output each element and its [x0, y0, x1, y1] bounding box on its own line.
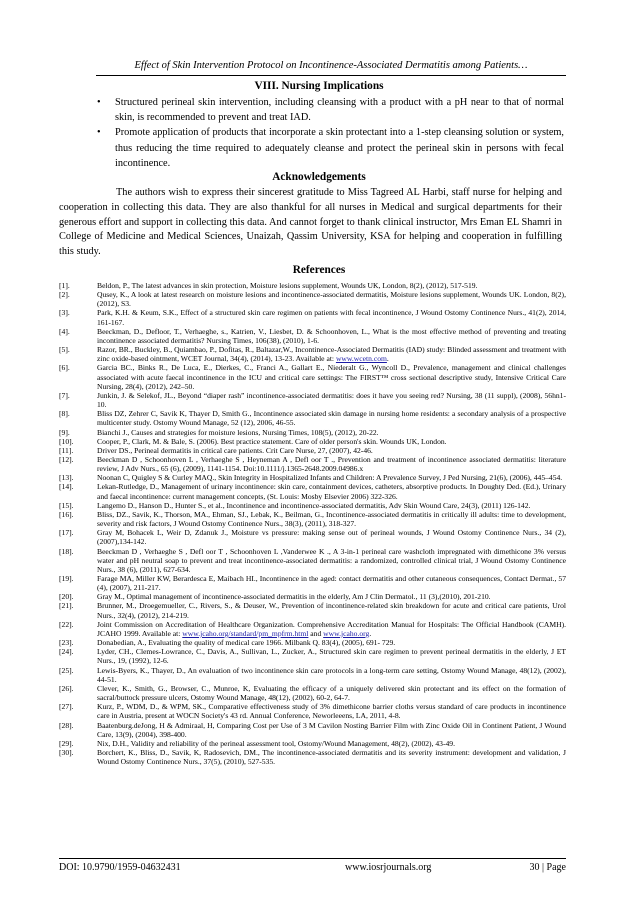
- reference-body: Beeckman D , Verhaeghe S , Defl oor T , Schoonhoven L ,Vanderwee K ., A 3-in-1 perineal care washcloth impregnated with dimethicone 3% versus water and pH neutral soap to prevent and treat incontinence-associated dermatitis: a randomized, controlled clinical trial, J Wound Ostomy Continence Nurs., 38 (6), (2011), 627-634.: [97, 546, 566, 574]
- reference-number: [15].: [59, 500, 74, 510]
- reference-text: [97, 547, 566, 574]
- reference-text: [97, 345, 566, 363]
- reference-number: [19].: [59, 574, 74, 583]
- reference-body: Beeckman, D., Defloor, T., Verhaeghe, s., Katrien, V., Liesbet, D. & Schoonhoven, L., What is the most effective method of preventing and treating incontinence associated dermatitis? Nursing Times, 106(38), (2010), 1-6.: [97, 326, 566, 345]
- reference-text: [97, 391, 566, 409]
- footer-page-number: 30 | Page: [529, 862, 566, 873]
- reference-body: Langemo D., Hanson D., Hunter S., et al., Incontinence and incontinence-associated dermatitis, Adv Skin Wound Care, 24(3), (2011) 126-142.: [97, 500, 531, 510]
- reference-body: Bianchi J., Causes and strategies for moisture lesions, Nursing Times, 108(5), (2012), 20-22.: [97, 427, 379, 437]
- reference-item: [59, 501, 566, 510]
- reference-item: [59, 601, 566, 619]
- reference-number: [25].: [59, 665, 74, 675]
- reference-number: [5].: [59, 345, 70, 355]
- reference-body: Donabedian, A., Evaluating the quality of medical care 1966. Milbank Q. 83(4), (2005), 691- 729.: [97, 638, 396, 648]
- acknowledgements-title: Acknowledgements: [272, 171, 366, 183]
- reference-item: [59, 510, 566, 528]
- reference-text: [97, 428, 566, 437]
- reference-item: [59, 647, 566, 665]
- reference-number: [11].: [59, 445, 74, 455]
- reference-text: [97, 748, 566, 766]
- reference-text: [97, 455, 566, 473]
- reference-body: Joint Commission on Accreditation of Healthcare Organization. Comprehensive Accreditation Manual for Hospitals: The Official Handbook (CAMH). JCAHO 1999. Available at:: [97, 619, 566, 638]
- reference-body: Bliss DZ, Zehrer C, Savik K, Thayer D, Smith G., Incontinence associated skin damage in nursing home residents: a secondary analysis of a prospective multicenter study. Ostomy Wound Manage, 52 (12), 2006, 46-55.: [97, 409, 566, 428]
- reference-item: [59, 409, 566, 427]
- reference-number: [4].: [59, 326, 70, 336]
- reference-item: [59, 528, 566, 546]
- reference-item: [59, 592, 566, 601]
- reference-body: Driver DS., Perineal dermatitis in critical care patients. Crit Care Nurse, 27, (2007), 42-46.: [97, 445, 373, 455]
- bullet-text: Promote application of products that incorporate a skin protectant into a 1-step cleansing solution or system, thus reducing the time required to adequately cleanse and protect the perineal skin in persons with fecal incontinence.: [115, 127, 564, 169]
- reference-link[interactable]: www.jcaho.org: [323, 628, 370, 638]
- reference-number: [20].: [59, 592, 74, 602]
- reference-item: [59, 281, 566, 290]
- reference-number: [30].: [59, 747, 74, 757]
- reference-item: [59, 666, 566, 684]
- reference-text: [97, 290, 566, 308]
- reference-text: [97, 739, 566, 748]
- reference-body: Farage MA, Miller KW, Berardesca E, Maibach HI., Incontinence in the aged: contact dermatitis and other cutaneous consequences, Contact Dermat., 57 (4), (2007), 211-217.: [97, 574, 566, 593]
- reference-body: Cooper, P., Clark, M. & Bale, S. (2006). Best practice statement. Care of older person's skin. Wounds UK, London.: [97, 436, 447, 446]
- reference-number: [21].: [59, 601, 74, 611]
- reference-item: [59, 290, 566, 308]
- bullet-list: [96, 95, 564, 171]
- reference-body: Beldon, P., The latest advances in skin protection, Moisture lesions supplement, Wounds UK, London, 8(2), (2012), 517-519.: [97, 281, 478, 290]
- reference-body: Beeckman D , Schoonhoven L , Verhaeghe S , Heyneman A , Defl oor T ., Prevention and treatment of incontinence associated dermatitis: literature review, J Adv Nurs., 65 (6), (2009), 1141-1154. Doi:10.1111/j.1365-2648.2009.04986.x: [97, 454, 566, 474]
- reference-body: Qusey, K., A look at latest research on moisture lesions and incontinence-associated dermatitis, Moisture lesions supplement, Wounds UK. London, 8(2), (2012), S3.: [97, 290, 566, 309]
- reference-body: Gray M, Bohacek L, Weir D, Zdanuk J., Moisture vs pressure: making sense out of perineal wounds, J Wound Ostomy Continence Nurs., 34 (2), (2007),134-142.: [97, 528, 566, 547]
- reference-body: Park, K.H. & Keum, S.K., Effect of a structured skin care regimen on patients with fecal incontinence, J Wound Ostomy Continence Nurs., 41(2), 2014, 161-167.: [97, 308, 566, 327]
- reference-body: Nix, D.H., Validity and reliability of the perineal assessment tool, Ostomy/Wound Management, 48(2), (2002), 43-49.: [97, 738, 455, 748]
- running-title: Effect of Skin Intervention Protocol on Incontinence-Associated Dermatitis among Patients…: [134, 60, 528, 71]
- reference-link[interactable]: www.jcaho.org/standard/pm_mpfrm.html: [182, 628, 309, 638]
- reference-text: [97, 437, 566, 446]
- reference-number: [2].: [59, 290, 70, 300]
- reference-item: [59, 391, 566, 409]
- reference-text: [97, 601, 566, 619]
- reference-item: [59, 547, 566, 574]
- reference-text: [97, 501, 566, 510]
- footer-rule: [59, 858, 566, 859]
- acknowledgements-body: The authors wish to express their sincerest gratitude to Miss Tagreed AL Harbi, staff nurse for helping and cooperation in collecting this data. They are also thankful for all nurses in Medical and surgical departments for their generous effort and support in collecting this data. And cannot forget to thank clinical instructor, Mrs Eman EL Shamri in College of Medicine and Medical Sciences, Unaizah, Qassim University, KSA for helping and cooperation in fulfilling this study.: [59, 187, 562, 258]
- reference-text-end: .: [369, 628, 372, 638]
- reference-text: [97, 620, 566, 638]
- reference-item: [59, 437, 566, 446]
- reference-body: Lyder, CH., Clemes-Lowrance, C., Davis, A., Sullivan, L., Zucker, A., Structured skin care regimen to prevent perineal dermatitis in the elderly, J ET Nurs., 19, (1992), 12-6.: [97, 647, 566, 666]
- reference-text: [97, 528, 566, 546]
- reference-body: Razor, BR., Buckley, B., Quiambao, P., Dofitas, R., Baltazar,W., Incontinence-Associated Dermatitis (IAD) study: Blinded assessment and treatment with zinc oxide-based ointment, WCET Journal, 34(4), (2014), 13-23. Available at:: [97, 345, 566, 364]
- reference-text: [97, 721, 566, 739]
- reference-text: [97, 684, 566, 702]
- reference-body: Clever, K., Smith, G., Browser, C., Munroe, K, Evaluating the efficacy of a uniquely delivered skin protectant and its effect on the formation of sacral/buttock pressure ulcers, Ostomy Wound Manage, 48(12), (2002), 60-2, 64-7.: [97, 683, 566, 703]
- bullet-icon: •: [97, 127, 101, 139]
- reference-number: [1].: [59, 281, 70, 290]
- reference-number: [13].: [59, 473, 74, 483]
- reference-number: [14].: [59, 482, 74, 492]
- reference-number: [10].: [59, 436, 74, 446]
- reference-list: [59, 281, 566, 766]
- reference-text: [97, 363, 566, 390]
- reference-item: [59, 702, 566, 720]
- reference-text: [97, 574, 566, 592]
- section-title: VIII. Nursing Implications: [254, 80, 384, 92]
- reference-body: Junkin, J. & Selekof, JL., Beyond “diaper rash” incontinence-associated dermatitis: does it have you seeing red? Nursing, 38 (11 suppl), (2008), 56hn1-10.: [97, 390, 566, 410]
- reference-text: [97, 638, 566, 647]
- reference-body: Gray M., Optimal management of incontinence-associated dermatitis in the elderly, Am J Clin Dermatol., 11 (3),(2010), 201-210.: [97, 592, 491, 602]
- reference-number: [29].: [59, 738, 74, 748]
- bullet-item: [96, 95, 564, 125]
- bullet-icon: •: [97, 97, 101, 108]
- reference-item: [59, 446, 566, 455]
- reference-text: [97, 281, 566, 290]
- references-title: References: [292, 264, 346, 276]
- header-rule: [96, 75, 566, 76]
- bullet-text: Structured perineal skin intervention, including cleansing with a product with a pH near to that of normal skin, is recommended to prevent and treat IAD.: [115, 97, 564, 124]
- reference-text: [97, 409, 566, 427]
- reference-item: [59, 482, 566, 500]
- reference-body: Brunner, M., Droegemueller, C., Rivers, S., & Deuser, W., Prevention of incontinence-related skin breakdown for acute and critical care patients, Urol Nurs., 32(4), (2012), 214-219.: [97, 601, 566, 620]
- reference-item: [59, 684, 566, 702]
- reference-number: [7].: [59, 390, 70, 400]
- reference-text: [97, 702, 566, 720]
- reference-number: [17].: [59, 528, 74, 538]
- bullet-item: [96, 125, 564, 171]
- reference-text-joiner: and: [308, 628, 324, 638]
- reference-item: [59, 574, 566, 592]
- reference-text: [97, 473, 566, 482]
- reference-body: Noonan C, Quigley S & Curley MAQ., Skin Integrity in Hospitalized Infants and Children: A Prevalence Survey, J Ped Nursing, 21(6), (2006), 445–454.: [97, 473, 563, 483]
- reference-item: [59, 308, 566, 326]
- reference-number: [6].: [59, 363, 70, 373]
- reference-link[interactable]: www.wcetn.com: [335, 354, 387, 364]
- reference-number: [26].: [59, 683, 74, 693]
- footer-doi: DOI: 10.9790/1959-04632431: [59, 862, 181, 873]
- reference-number: [12].: [59, 454, 74, 464]
- reference-text: [97, 510, 566, 528]
- reference-item: [59, 739, 566, 748]
- reference-number: [28].: [59, 720, 74, 730]
- reference-number: [24].: [59, 647, 74, 657]
- reference-item: [59, 473, 566, 482]
- reference-number: [9].: [59, 427, 70, 437]
- reference-item: [59, 327, 566, 345]
- reference-text: [97, 592, 566, 601]
- reference-text: [97, 308, 566, 326]
- reference-item: [59, 748, 566, 766]
- reference-body: Kurz, P., WDM, D., & WPM, SK., Comparative effectiveness study of 3% dimethicone barrier cloths versus standard of care products in incontinence care in Austria, present at WOCN Society's 43 rd. Annual Conference, Neworleeens, LA, 2011, 4-8.: [97, 702, 566, 721]
- reference-body: Lekan-Rutledge, D., Management of urinary incontinence: skin care, containment devices, catheters, absorptive products. In Doughty Ded. (Ed.), Urinary and faecal incontinence: current management concepts, (St. Louis: Mosby Elsevier 2006) 322-326.: [97, 482, 566, 501]
- reference-number: [3].: [59, 308, 70, 318]
- reference-text: [97, 647, 566, 665]
- reference-text: [97, 482, 566, 500]
- reference-text-end: .: [386, 354, 389, 364]
- reference-item: [59, 638, 566, 647]
- reference-item: [59, 721, 566, 739]
- reference-body: Baatenburg.deJong, H & Admiraal, H, Comparing Cost per Use of 3 M Cavilon Nosting Barrier Film with Zinc Oxide Oil in Continent Patient, J Wound Care, 13(9), (2004), 398-400.: [97, 720, 566, 739]
- reference-text: [97, 666, 566, 684]
- reference-item: [59, 345, 566, 363]
- reference-body: Garcia BC., Binks R., De Luca, E., Dierkes, C., Franci A., Gallart E., Niederalt G., Wyncoll D., Prevalence, management and clinical challenges associated with acute faecal incontinence in the ICU and critical care settings: The FIRST™ cross sectional descriptive study, Intensive Critical Care Nursing, 28(4), (2012), 242–50.: [97, 363, 566, 391]
- reference-item: [59, 455, 566, 473]
- reference-text: [97, 446, 566, 455]
- reference-number: [23].: [59, 638, 74, 648]
- reference-item: [59, 620, 566, 638]
- reference-body: Bliss, DZ., Savik, K., Thorson, MA., Ehman, SJ., Lebak, K., Beilman, G., Incontinence-associated dermatitis in critically ill adults: time to development, severity and risk factors, J Wound Ostomy Continence Nurs., 38(3), (2011), 318-327.: [97, 509, 566, 529]
- reference-number: [8].: [59, 409, 70, 419]
- reference-item: [59, 428, 566, 437]
- reference-number: [27].: [59, 702, 74, 712]
- reference-number: [18].: [59, 546, 74, 556]
- reference-number: [22].: [59, 619, 74, 629]
- reference-text: [97, 327, 566, 345]
- reference-body: Lewis-Byers, K., Thayer, D., An evaluation of two incontinence skin care protocols in a long-term care setting, Ostomy Wound Manage, 48(12), (2002), 44-51.: [97, 665, 566, 684]
- reference-item: [59, 363, 566, 390]
- footer-site[interactable]: www.iosrjournals.org: [345, 862, 432, 873]
- reference-body: Borchert, K., Bliss, D., Savik, K, Radosevich, DM., The incontinence-associated dermatitis and its severity instrument: development and validation, J Wound Ostomy Continence Nurs., 37(5), (2010), 527-535.: [97, 747, 566, 767]
- reference-number: [16].: [59, 509, 74, 519]
